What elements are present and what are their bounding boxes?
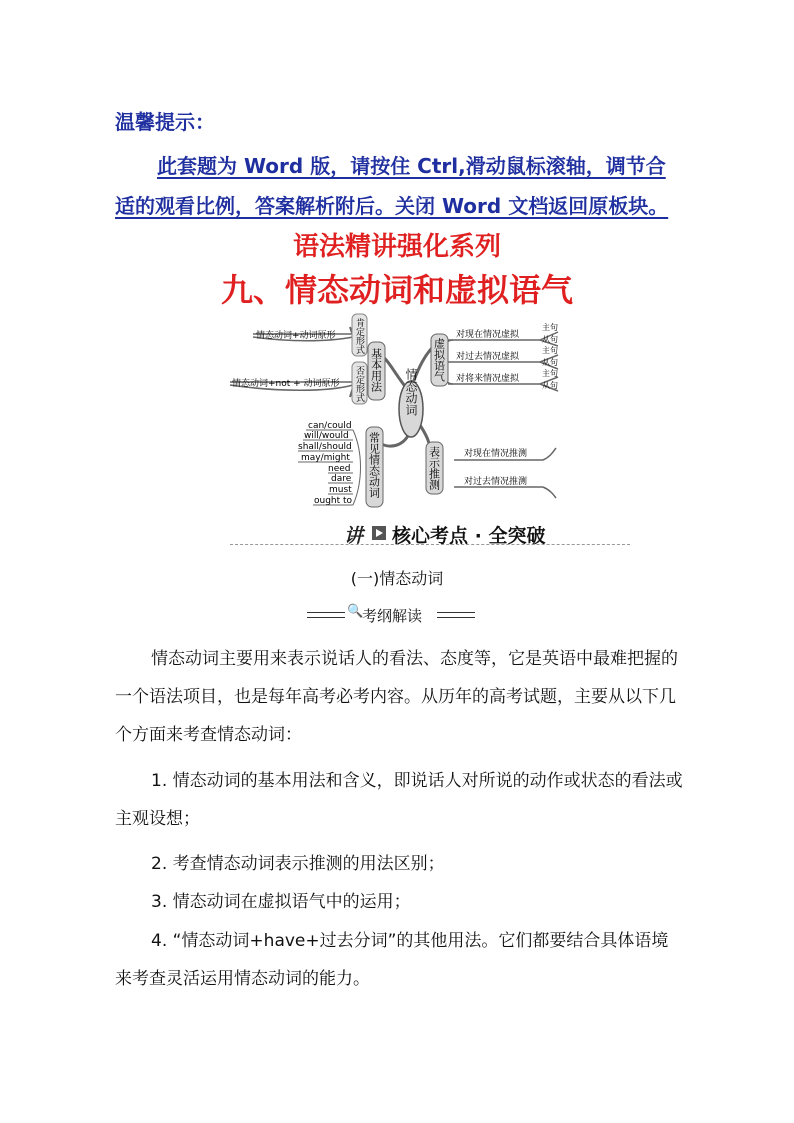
- mind-map-diagram: [228, 312, 573, 512]
- common-label: 常见情态动词: [367, 432, 381, 498]
- verb-item: dare: [331, 474, 352, 484]
- tip-line-1: 此套题为 Word 版，请按住 Ctrl,滑动鼠标滚轴，调节合: [157, 154, 666, 178]
- negative-label: 否定形式: [354, 366, 364, 402]
- subjunctive-label: 虚拟语气: [432, 338, 446, 382]
- verb-item: ought to: [314, 496, 353, 506]
- body-paragraph: 4. “情态动词+have+过去分词”的其他用法。它们都要结合具体语境来考查灵活运用情态动词的能力。: [115, 931, 669, 989]
- body-paragraph: 情态动词主要用来表示说话人的看法、态度等，它是英语中最难把握的一个语法项目，也是每年高考必考内容。从历年的高考试题，主要从以下几个方面来考查情态动词：: [115, 649, 678, 745]
- future-label: 对将来情况虚拟: [456, 374, 520, 384]
- sub-clause-2: 从句: [542, 358, 558, 367]
- play-icon: [372, 526, 386, 540]
- divider: [437, 612, 475, 618]
- inference-present-label: 对现在情况推测: [464, 449, 528, 459]
- divider: [230, 544, 630, 545]
- divider: [307, 612, 345, 618]
- verb-item: can/could: [308, 421, 352, 431]
- magnifier-icon: 🔍: [347, 604, 364, 619]
- inference-label: 表示推测: [427, 446, 441, 490]
- verb-item: may/might: [301, 453, 350, 463]
- main-clause-3: 主句: [542, 369, 558, 378]
- series-title: 语法精讲强化系列: [292, 232, 501, 262]
- sub-clause-1: 从句: [542, 335, 558, 344]
- main-clause-1: 主句: [542, 323, 558, 332]
- lecture-icon: 讲: [344, 525, 364, 547]
- basic-label: 基本用法: [369, 348, 383, 392]
- past-label: 对过去情况虚拟: [456, 352, 520, 362]
- center-label: 情态动词: [404, 368, 418, 416]
- verb-item: must: [329, 485, 352, 495]
- sub-heading: [307, 604, 477, 628]
- main-clause-2: 主句: [542, 346, 558, 355]
- positive-form: 情态动词+动词原形: [256, 331, 336, 341]
- present-label: 对现在情况虚拟: [456, 330, 520, 340]
- chapter-title: 九、情态动词和虚拟语气: [220, 271, 573, 309]
- verb-item: will/would: [304, 431, 349, 441]
- verb-item: shall/should: [298, 442, 352, 452]
- body-paragraph: 1. 情态动词的基本用法和含义，即说话人对所说的动作或状态的看法或主观设想；: [115, 771, 683, 829]
- section-label: 核心考点 · 全突破: [392, 525, 546, 547]
- negative-form: 情态动词+not + 动词原形: [232, 379, 340, 389]
- verb-item: need: [328, 464, 351, 474]
- section-subtitle: (一)情态动词: [350, 569, 444, 588]
- body-paragraph: 3. 情态动词在虚拟语气中的运用；: [151, 892, 411, 912]
- tip-title: 温馨提示：: [115, 110, 215, 134]
- section-banner: [230, 518, 630, 552]
- sub-heading-label: 考纲解读: [362, 607, 423, 625]
- tip-line-2: 适的观看比例，答案解析附后。关闭 Word 文档返回原板块。: [115, 194, 669, 218]
- positive-label: 肯定形式: [354, 318, 364, 354]
- body-paragraph: 2. 考查情态动词表示推测的用法区别；: [151, 854, 445, 874]
- inference-past-label: 对过去情况推测: [464, 477, 528, 487]
- sub-clause-3: 从句: [542, 381, 558, 390]
